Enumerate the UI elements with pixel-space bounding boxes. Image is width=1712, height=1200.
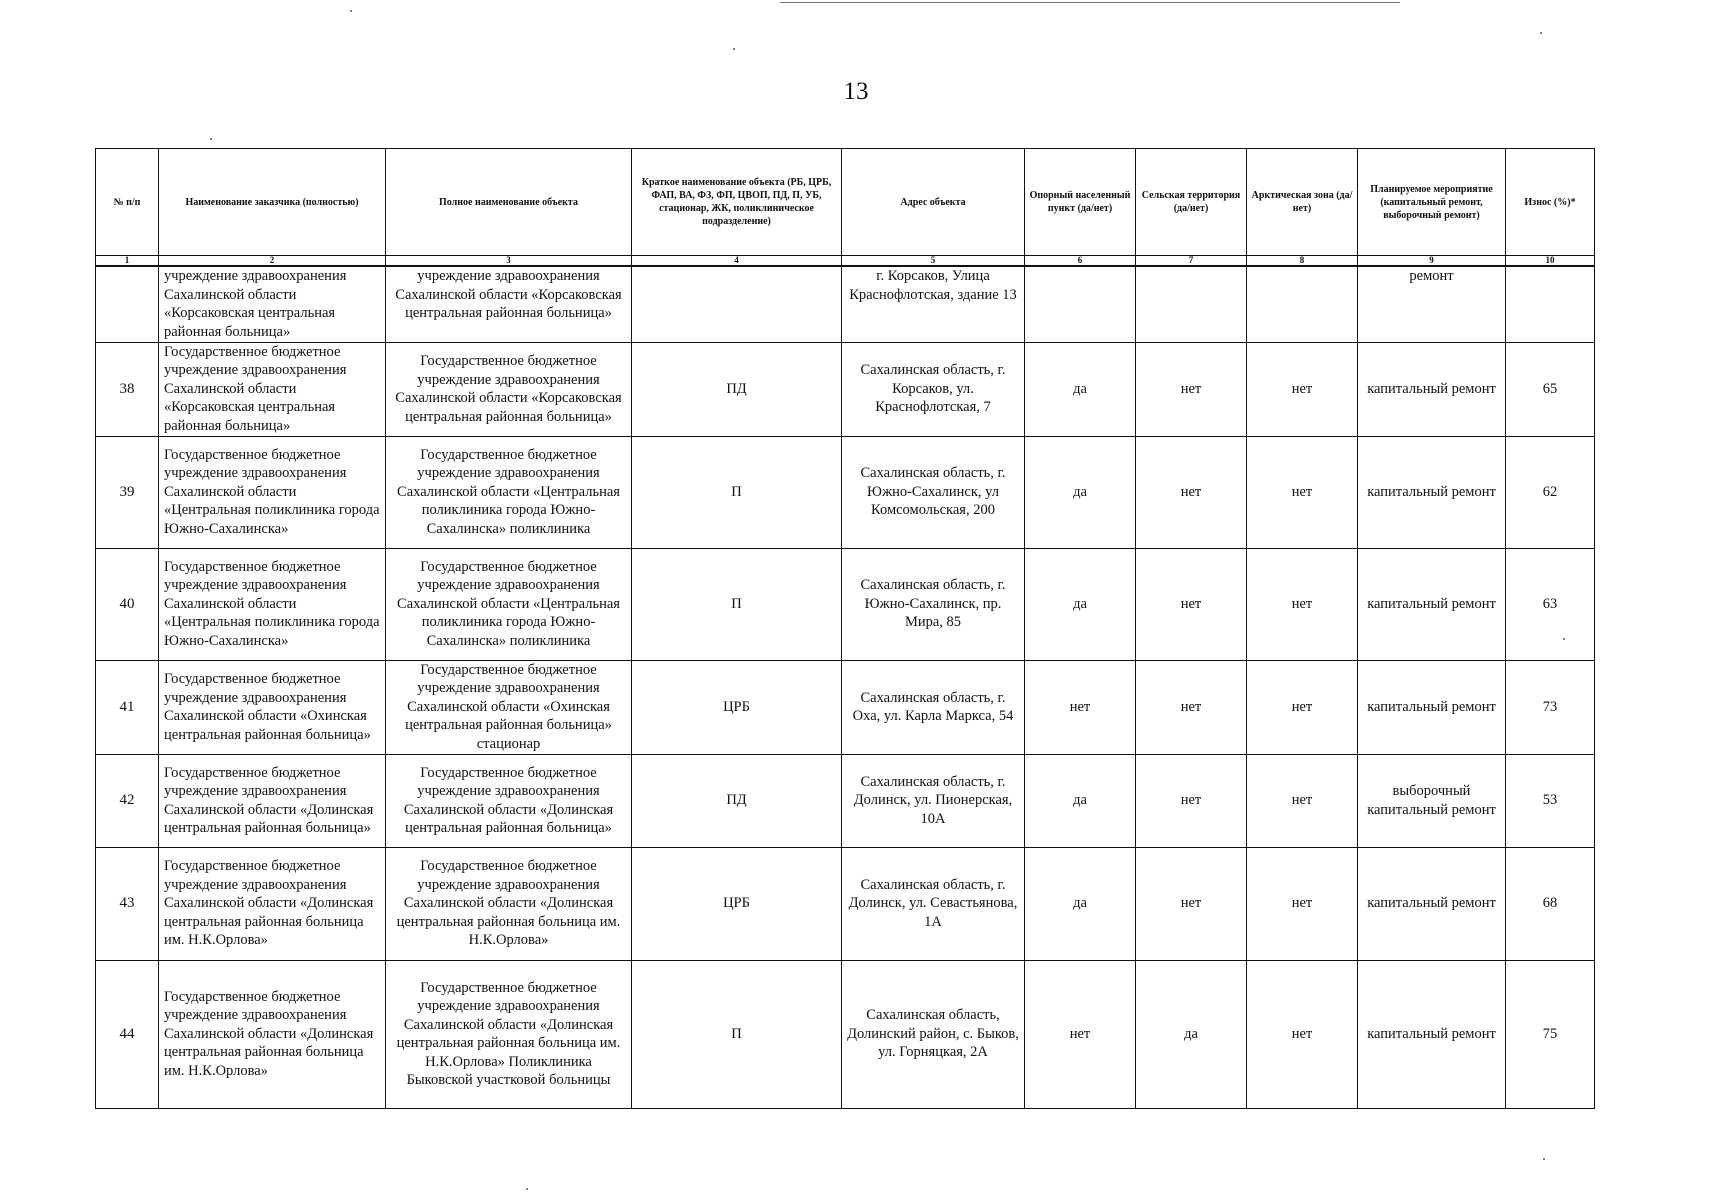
arctic-cell: нет bbox=[1247, 436, 1358, 548]
column-number: 6 bbox=[1025, 256, 1136, 267]
header-cell: Планируемое мероприятие (капитальный ремонт, выборочный ремонт) bbox=[1358, 149, 1506, 256]
support-point-cell: да bbox=[1025, 436, 1136, 548]
table-row bbox=[96, 436, 1595, 548]
top-edge-line bbox=[780, 2, 1400, 3]
object-full-cell: Государственное бюджетное учреждение здравоохранения Сахалинской области «Долинская центральная районная больница им. Н.К.Орлова» Поликлиника Быковской участковой больницы bbox=[386, 960, 632, 1108]
measure-cell: ремонт bbox=[1358, 266, 1506, 342]
customer-cell: Государственное бюджетное учреждение здравоохранения Сахалинской области «Долинская центральная районная больница им. Н.К.Орлова» bbox=[159, 847, 386, 960]
address-cell: Сахалинская область, г. Южно-Сахалинск, пр. Мира, 85 bbox=[842, 548, 1025, 660]
header-cell: Полное наименование объекта bbox=[386, 149, 632, 256]
address-cell: Сахалинская область, г. Южно-Сахалинск, ул Комсомольская, 200 bbox=[842, 436, 1025, 548]
address-cell: Сахалинская область, Долинский район, с. Быков, ул. Горняцкая, 2А bbox=[842, 960, 1025, 1108]
customer-cell: Государственное бюджетное учреждение здравоохранения Сахалинской области «Центральная поликлиника города Южно-Сахалинска» bbox=[159, 436, 386, 548]
scan-speck bbox=[1563, 638, 1565, 640]
table-row bbox=[96, 266, 1595, 342]
row-number: 44 bbox=[96, 960, 159, 1108]
column-number: 1 bbox=[96, 256, 159, 267]
support-point-cell: да bbox=[1025, 847, 1136, 960]
scan-speck bbox=[1543, 1158, 1545, 1160]
object-short-cell: ПД bbox=[632, 754, 842, 847]
support-point-cell: да bbox=[1025, 754, 1136, 847]
wear-cell: 73 bbox=[1506, 660, 1595, 754]
address-cell: г. Корсаков, Улица Краснофлотская, здание 13 bbox=[842, 266, 1025, 342]
column-number: 2 bbox=[159, 256, 386, 267]
address-cell: Сахалинская область, г. Долинск, ул. Пионерская, 10А bbox=[842, 754, 1025, 847]
arctic-cell bbox=[1247, 266, 1358, 342]
table-row bbox=[96, 548, 1595, 660]
support-point-cell: да bbox=[1025, 342, 1136, 436]
arctic-cell: нет bbox=[1247, 960, 1358, 1108]
address-cell: Сахалинская область, г. Долинск, ул. Севастьянова, 1А bbox=[842, 847, 1025, 960]
support-point-cell: да bbox=[1025, 548, 1136, 660]
table-row bbox=[96, 754, 1595, 847]
column-number: 7 bbox=[1136, 256, 1247, 267]
scan-speck bbox=[733, 48, 735, 50]
rural-cell: нет bbox=[1136, 436, 1247, 548]
arctic-cell: нет bbox=[1247, 754, 1358, 847]
header-cell: № п/п bbox=[96, 149, 159, 256]
table-header-row bbox=[96, 149, 1595, 256]
support-point-cell bbox=[1025, 266, 1136, 342]
support-point-cell: нет bbox=[1025, 660, 1136, 754]
customer-cell: Государственное бюджетное учреждение здравоохранения Сахалинской области «Долинская центральная районная больница им. Н.К.Орлова» bbox=[159, 960, 386, 1108]
rural-cell: нет bbox=[1136, 847, 1247, 960]
rural-cell: нет bbox=[1136, 754, 1247, 847]
header-cell: Арктическая зона (да/нет) bbox=[1247, 149, 1358, 256]
object-short-cell: П bbox=[632, 548, 842, 660]
scan-speck bbox=[1540, 32, 1542, 34]
wear-cell: 68 bbox=[1506, 847, 1595, 960]
arctic-cell: нет bbox=[1247, 660, 1358, 754]
facilities-table bbox=[95, 148, 1595, 1109]
header-cell: Опорный населенный пункт (да/нет) bbox=[1025, 149, 1136, 256]
object-short-cell bbox=[632, 266, 842, 342]
header-cell: Краткое наименование объекта (РБ, ЦРБ, ФАП, ВА, ФЗ, ФП, ЦВОП, ПД, П, УБ, стационар, ЖК, поликлиническое подразделение) bbox=[632, 149, 842, 256]
object-full-cell: Государственное бюджетное учреждение здравоохранения Сахалинской области «Долинская центральная районная больница» bbox=[386, 754, 632, 847]
object-full-cell: учреждение здравоохранения Сахалинской области «Корсаковская центральная районная больница» bbox=[386, 266, 632, 342]
row-number: 39 bbox=[96, 436, 159, 548]
object-short-cell: П bbox=[632, 960, 842, 1108]
measure-cell: выборочный капитальный ремонт bbox=[1358, 754, 1506, 847]
object-full-cell: Государственное бюджетное учреждение здравоохранения Сахалинской области «Центральная поликлиника города Южно-Сахалинска» поликлиника bbox=[386, 436, 632, 548]
column-number: 5 bbox=[842, 256, 1025, 267]
arctic-cell: нет bbox=[1247, 342, 1358, 436]
scan-speck bbox=[210, 138, 212, 140]
table-row bbox=[96, 342, 1595, 436]
column-number: 8 bbox=[1247, 256, 1358, 267]
object-full-cell: Государственное бюджетное учреждение здравоохранения Сахалинской области «Корсаковская центральная районная больница» bbox=[386, 342, 632, 436]
header-cell: Адрес объекта bbox=[842, 149, 1025, 256]
measure-cell: капитальный ремонт bbox=[1358, 436, 1506, 548]
table-row bbox=[96, 960, 1595, 1108]
object-full-cell: Государственное бюджетное учреждение здравоохранения Сахалинской области «Долинская центральная районная больница им. Н.К.Орлова» bbox=[386, 847, 632, 960]
page-number: 13 bbox=[843, 78, 869, 105]
support-point-cell: нет bbox=[1025, 960, 1136, 1108]
wear-cell: 62 bbox=[1506, 436, 1595, 548]
object-short-cell: П bbox=[632, 436, 842, 548]
row-number: 43 bbox=[96, 847, 159, 960]
object-full-cell: Государственное бюджетное учреждение здравоохранения Сахалинской области «Охинская центральная районная больница» стационар bbox=[386, 660, 632, 754]
wear-cell bbox=[1506, 266, 1595, 342]
measure-cell: капитальный ремонт bbox=[1358, 847, 1506, 960]
row-number bbox=[96, 266, 159, 342]
rural-cell: нет bbox=[1136, 342, 1247, 436]
customer-cell: Государственное бюджетное учреждение здравоохранения Сахалинской области «Корсаковская центральная районная больница» bbox=[159, 342, 386, 436]
row-number: 41 bbox=[96, 660, 159, 754]
table-row bbox=[96, 660, 1595, 754]
measure-cell: капитальный ремонт bbox=[1358, 660, 1506, 754]
table-row bbox=[96, 847, 1595, 960]
object-short-cell: ЦРБ bbox=[632, 847, 842, 960]
rural-cell: нет bbox=[1136, 548, 1247, 660]
wear-cell: 75 bbox=[1506, 960, 1595, 1108]
column-number-row bbox=[96, 256, 1595, 267]
address-cell: Сахалинская область, г. Оха, ул. Карла Маркса, 54 bbox=[842, 660, 1025, 754]
scan-speck bbox=[350, 10, 352, 12]
rural-cell: да bbox=[1136, 960, 1247, 1108]
customer-cell: Государственное бюджетное учреждение здравоохранения Сахалинской области «Долинская центральная районная больница» bbox=[159, 754, 386, 847]
measure-cell: капитальный ремонт bbox=[1358, 960, 1506, 1108]
column-number: 4 bbox=[632, 256, 842, 267]
arctic-cell: нет bbox=[1247, 847, 1358, 960]
wear-cell: 53 bbox=[1506, 754, 1595, 847]
customer-cell: Государственное бюджетное учреждение здравоохранения Сахалинской области «Центральная поликлиника города Южно-Сахалинска» bbox=[159, 548, 386, 660]
object-full-cell: Государственное бюджетное учреждение здравоохранения Сахалинской области «Центральная поликлиника города Южно-Сахалинска» поликлиника bbox=[386, 548, 632, 660]
wear-cell: 65 bbox=[1506, 342, 1595, 436]
header-cell: Сельская территория (да/нет) bbox=[1136, 149, 1247, 256]
header-cell: Наименование заказчика (полностью) bbox=[159, 149, 386, 256]
customer-cell: учреждение здравоохранения Сахалинской области «Корсаковская центральная районная больница» bbox=[159, 266, 386, 342]
object-short-cell: ЦРБ bbox=[632, 660, 842, 754]
row-number: 42 bbox=[96, 754, 159, 847]
rural-cell: нет bbox=[1136, 660, 1247, 754]
measure-cell: капитальный ремонт bbox=[1358, 548, 1506, 660]
measure-cell: капитальный ремонт bbox=[1358, 342, 1506, 436]
customer-cell: Государственное бюджетное учреждение здравоохранения Сахалинской области «Охинская центральная районная больница» bbox=[159, 660, 386, 754]
column-number: 3 bbox=[386, 256, 632, 267]
scan-speck bbox=[526, 1188, 528, 1190]
row-number: 38 bbox=[96, 342, 159, 436]
wear-cell: 63 bbox=[1506, 548, 1595, 660]
rural-cell bbox=[1136, 266, 1247, 342]
column-number: 9 bbox=[1358, 256, 1506, 267]
header-cell: Износ (%)* bbox=[1506, 149, 1595, 256]
arctic-cell: нет bbox=[1247, 548, 1358, 660]
row-number: 40 bbox=[96, 548, 159, 660]
column-number: 10 bbox=[1506, 256, 1595, 267]
address-cell: Сахалинская область, г. Корсаков, ул. Краснофлотская, 7 bbox=[842, 342, 1025, 436]
object-short-cell: ПД bbox=[632, 342, 842, 436]
